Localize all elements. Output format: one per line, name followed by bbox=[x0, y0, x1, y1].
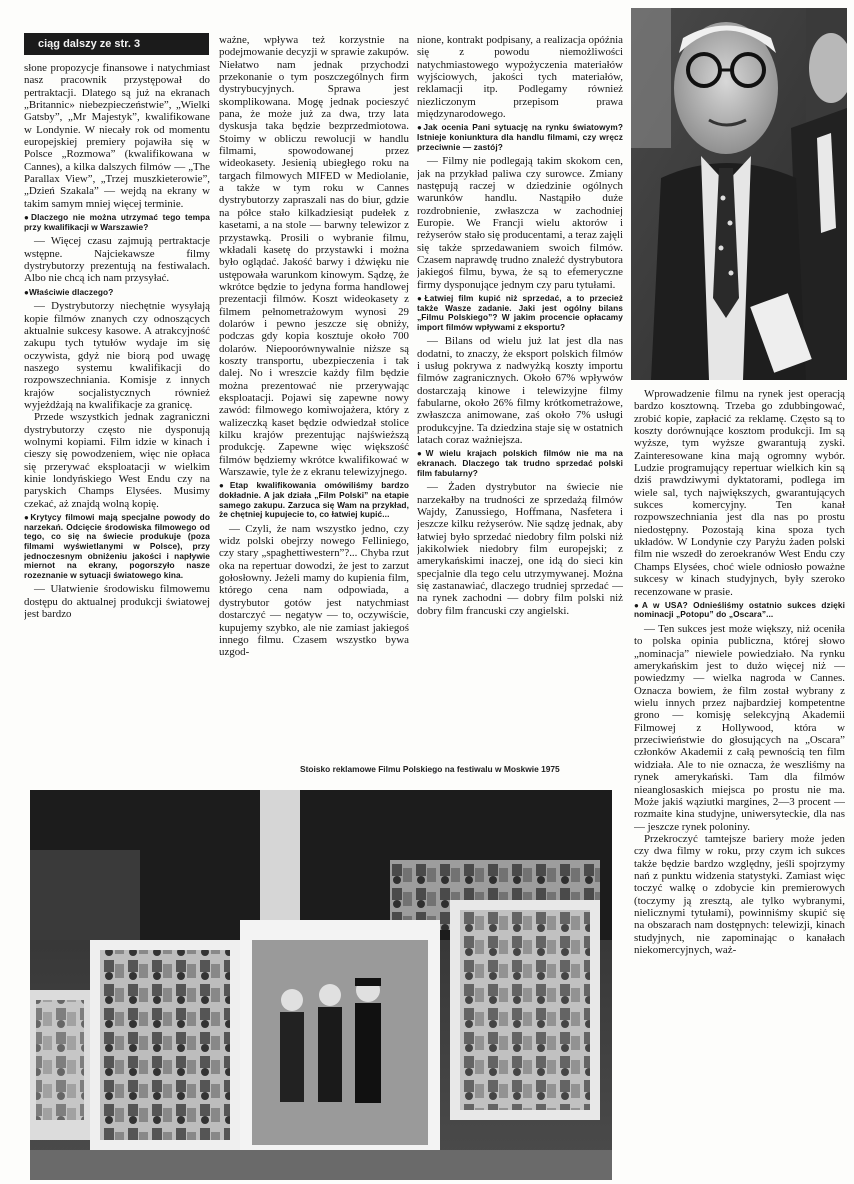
man-in-glasses-photo bbox=[631, 8, 847, 380]
article-paragraph: — Czyli, że nam wszystko jedno, czy widz polski obejrzy nowego Felliniego, czy stary „spaghettiwestern”?... Chyba rzut oka na repertuar dowodzi, że jest to zarzut gołosłowny. Jeżeli mamy do kupienia film, którego cena nam odpowiada, a dystrybutor gotów jest natychmiast dostarczyć — negatyw — to, oczywiście, kupujemy szybko, ale nie zamiast jakiegoś innego filmu. Czasem wszystko bywa uzgod- bbox=[219, 522, 409, 659]
interview-question: ● A w USA? Odnieśliśmy ostatnio sukces dzięki nominacji „Potopu” do „Oscara”... bbox=[634, 601, 845, 620]
exhibition-stand-photo bbox=[30, 790, 612, 1180]
continuation-banner: ciąg dalszy ze str. 3 bbox=[24, 33, 209, 55]
article-paragraph: Przede wszystkich jednak zagraniczni dystrybutorzy często nie dysponują wolnymi kopiami. Film idzie w kinach i cieszy się powodzeniem, więc nie opłaca się przerywać eksploatacji w wielkim kinie londyńskiego West Endu czy na paryskich Champs Elysées. Musimy czekać, aż znajdą wolną kopię. bbox=[24, 411, 210, 510]
festival-stand-photo bbox=[30, 790, 612, 1180]
article-paragraph: ważne, wpływa też korzystnie na podejmowanie decyzji w sprawie zakupów. Niełatwo nam jednak przychodzi przekonanie o tym poszczególnych firm dystrybucyjnych. Sprawa jest skomplikowana. Mogę jednak pocieszyć pana, że może już za dwa, trzy lata dyskusja taka będzie bezprzedmiotowa. Stoimy w obliczu rewolucji w handlu filmami, spowodowanej przez wideokasety. Jesienią ubiegłego roku na targach filmowych MIFED w Mediolanie, a także w tym roku w Cannes dystrybutorzy zapraszali nas do biur, gdzie na półce stało kilkadziesiąt pudełek z kasetami, a na stole — barwny telewizor z przystawką. Prosili o wybranie filmu, wkładali kasetę do przystawki i można było oglądać. Jakość barwy i dźwięku nie ustępowała warunkom kinowym. Sądzę, że wkrótce będzie to jedyna forma handlowej prezentacji filmów. Koszt wideokasety z filmem pełnometrażowym wynosi 29 dolarów i pewno jeszcze się obniży, podczas gdy kopia kosztuje około 700 dolarów. Niepoorównywalnie niższe są koszty transportu, ubezpieczenia i tak dalej. No i wreszcie każdy film będzie można prezentować nie przerywając eksploatacji. Pojawi się zapewne nowy zawód: filmowego komiwojażera, który z walizeczką kaset będzie odwiedzał stolice kilku krajów prezentując najświeższą produkcję. Zapewne więc większość filmów będziemy wkrótce kwalifikować w Warszawie, tyle że z ekranu telewizyjnego. bbox=[219, 34, 409, 479]
article-paragraph: Przekroczyć tamtejsze bariery może jeden czy dwa filmy w roku, przy czym ich sukces także będzie bardzo względny, jeśli spojrzymy nań z punktu widzenia statystyki. Zamiast więc toczyć walkę o zdobycie kin premierowych (toczymy ją zresztą, ale tylko wybranymi, nielicznymi tytułami), powinniśmy skupić się na obszarach nam dostępnych: telewizji, kinach studyjnych, nie zapominając o kanałach niekomercyjnych, waż- bbox=[634, 832, 845, 956]
interview-question: ● Krytycy filmowi mają specjalne powody do narzekań. Odcięcie środowiska filmowego od tego, co się na świecie produkuje (poza filmami wyświetlanymi w Polsce), przy jednoczesnym obniżeniu jakości i napływie miernot na ekrany, pogorszyło nasze rozeznanie w sytuacji światowego kina. bbox=[24, 513, 210, 580]
article-paragraph: słone propozycje finansowe i natychmiast nasz pracownik przystępował do pertraktacji. Dlatego są już na ekranach „Britannic» niebezpieczeństwie”, „Wielki Gatsby”, „Mr Majestyk”, kwalifikowane w Londynie. W niecały rok od momentu europejskiej premiery pojawiła się w Polsce „Rozmowa” (kwalifikowana w Cannes), a kilka dalszych filmów — „The Parallax View”, „Trzej muszkieterowie”, „Dzień Szakala” — wejdą na ekrany w takim samym mniej więcej terminie. bbox=[24, 62, 210, 210]
article-paragraph: — Żaden dystrybutor na świecie nie narzekałby na trudności ze sprzedażą filmów Wajdy, Zanussiego, Hoffmana, Nasfetera i jeszcze kilku reżyserów. Nie sądzę jednak, aby łatwiej było sprzedać niedobry film polski niż jakikolwiek niedobry film europejski; z amerykańskimi inaczej, one idą do sieci kin specjalnie dla tego celu utrzymywanej. Można się zastanawiać, dlaczego trudniej sprzedać — na rynek zachodni — dobry film polski niż dobry film francuski czy angielski. bbox=[417, 481, 623, 617]
article-paragraph: — Bilans od wielu już lat jest dla nas dodatni, to znaczy, że eksport polskich filmów i usług pokrywa z nadwyżką koszty importu filmów zagranicznych. Około 67% wpływów dostarczają kinowe i telewizyjne filmy fabularne, około 26% filmy krótkometrażowe, zwłaszcza animowane, zaś około 7% usługi produkcyjne. Ta dziedzina staje się w ostatnich latach coraz ważniejsza. bbox=[417, 335, 623, 447]
article-paragraph: Wprowadzenie filmu na rynek jest operacją bardzo kosztowną. Trzeba go zdubbingować, zrobić kopie, zapłacić za reklamę. Często są to koszty dorównujące kosztom produkcji. Im są wyższe, tym wyższe gwarantują zyski. Zainteresowane kina mają ogromny wybór. Ludzie programujący repertuar wielkich kin są dziś prawdziwymi dyktatorami, podlega im wiele sal, tych największych, gwarantujących sukces komercyjny. Ten kanał rozpowszechniania jest dla nas po prostu niedostępny. Pozostają kina spoza tych układów. W Londynie czy Paryżu żaden polski film nie wszedł do zeroekranów West Endu czy Champs Elysées, choć wiele odniosło poważne sukcesy w kinach studyjnych, były szeroko recenzowane w prasie. bbox=[634, 388, 845, 598]
article-paragraph: — Ułatwienie środowisku filmowemu dostępu do aktualnej produkcji światowej jest bardzo bbox=[24, 583, 210, 620]
article-paragraph: — Ten sukces jest może większy, niż oceniła to polska opinia publiczna, której słowo „nominacja” niewiele powiedziało. Na rynku amerykańskim jest to dużo więcej niż — powiedzmy — wielka nagroda w Cannes. Oznacza bowiem, że film został wybrany z wielu innych przez najbardziej kompetentne grono — komisję selekcyjną Akademii Filmowej z Hollywood, która w przeciwieństwie do głosujących na „Oscara” członków Akademii z całą pewnością ten film widziała. Ale to nie oznacza, że weszliśmy na rynek amerykański. Tam dla filmów nieanglosaskich miejsca po prostu nie ma. Może jakiś wąziutki margines, 2—3 procent — rozmaite kina studyjne, uniwersyteckie, dla nas — jeszcze rynek poloniny. bbox=[634, 623, 845, 833]
portrait-photo bbox=[631, 8, 847, 380]
article-paragraph: — Więcej czasu zajmują pertraktacje wstępne. Najciekawsze filmy dystrybutorzy prezentują na festiwalach. Albo nie chcą ich nam przysyłać. bbox=[24, 235, 210, 285]
article-paragraph: — Filmy nie podlegają takim skokom cen, jak na przykład paliwa czy surowce. Zmiany następują raczej w dziedzinie ogólnych warunków handlu. Nastąpiło duże rozdrobnienie, zwłaszcza w zachodniej Europie. We Francji wielu aktorów i reżyserów stało się producentami, a teraz zajęli się także sprzedawaniem swoich filmów. Czasem naprawdę trudno znaleźć dystrybutora jakiegoś filmu, bywa, że są to efemeryczne firmy dysponujące jednym czy paru tytułami. bbox=[417, 155, 623, 291]
article-column-4 bbox=[634, 388, 845, 1178]
article-column-1 bbox=[24, 62, 210, 782]
article-paragraph: nione, kontrakt podpisany, a realizacja opóźnia się z powodu niemożliwości natychmiastowego wypożyczenia materiałów wyjściowych, jakości tych materiałów, reklamacji itp. Podlegamy również niezliczonym przepisom prawa międzynarodowego. bbox=[417, 34, 623, 121]
article-paragraph: — Dystrybutorzy niechętnie wysyłają kopie filmów znanych czy odnoszących aktualnie sukcesy kasowe. A atrakcyjność zakupu tych tytułów wydaje im się oczywista, gdyż nie biorą pod uwagę naszego systemu kwalifikacji do rozpowszechniania. Komisje z innych krajów socjalistycznych również wyjeżdżają na kwalifikacje za granicę. bbox=[24, 300, 210, 412]
interview-question: ● Łatwiej film kupić niż sprzedać, a to przecież także Wasze zadanie. Jaki jest ogólny bilans „Filmu Polskiego”? W jakim procencie opłacamy import filmów wpływami z eksportu? bbox=[417, 294, 623, 332]
interview-question: ● Właściwie dlaczego? bbox=[24, 288, 210, 298]
interview-question: ● Etap kwalifikowania omówiliśmy bardzo dokładnie. A jak działa „Film Polski” na etapie samego zakupu. Zarzuca się Wam na przykład, że chętniej kupujecie to, co łatwiej kupić... bbox=[219, 481, 409, 519]
article-column-2 bbox=[219, 34, 409, 774]
interview-question: ● W wielu krajach polskich filmów nie ma na ekranach. Dlaczego tak trudno sprzedać polski film fabularny? bbox=[417, 449, 623, 478]
interview-question: ● Jak ocenia Pani sytuację na rynku światowym? Istnieje koniunktura dla handlu filmami, czy wręcz przeciwnie — zastój? bbox=[417, 123, 623, 152]
article-column-3 bbox=[417, 34, 623, 756]
photo-caption: Stoisko reklamowe Filmu Polskiego na festiwalu w Moskwie 1975 bbox=[300, 764, 560, 774]
interview-question: ● Dlaczego nie można utrzymać tego tempa przy kwalifikacji w Warszawie? bbox=[24, 213, 210, 232]
